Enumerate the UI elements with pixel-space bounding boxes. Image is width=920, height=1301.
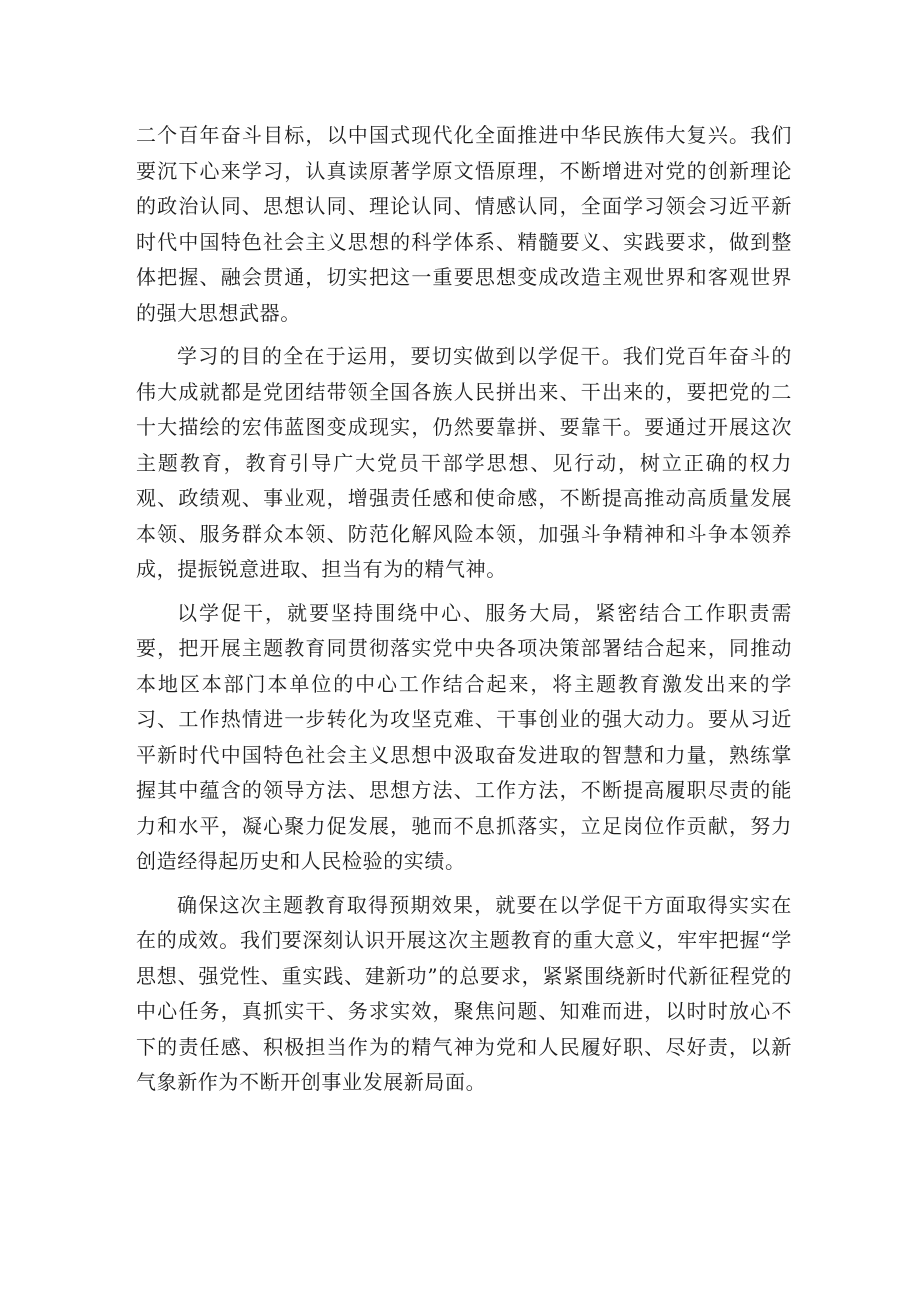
paragraph-learn-to-work: 以学促干，就要坚持围绕中心、服务大局，紧密结合工作职责需要，把开展主题教育同贯彻落实党中央各项决策部署结合起来，同推动本地区本部门本单位的中心工作结合起来，将主题教育激发出来的学习、工作热情进一步转化为攻坚克难、干事创业的强大动力。要从习近平新时代中国特色社会主义思想中汲取奋发进取的智慧和力量，熟练掌握其中蕴含的领导方法、思想方法、工作方法，不断提高履职尽责的能力和水平，凝心聚力促发展，驰而不息抓落实，立足岗位作贡献，努力创造经得起历史和人民检验的实绩。	[136, 600, 792, 873]
paragraph-study-purpose: 学习的目的全在于运用，要切实做到以学促干。我们党百年奋斗的伟大成就都是党团结带领全国各族人民拼出来、干出来的，要把党的二十大描绘的宏伟蓝图变成现实，仍然要靠拼、要靠干。要通过开展这次主题教育，教育引导广大党员干部学思想、见行动，树立正确的权力观、政绩观、事业观，增强责任感和使命感，不断提高推动高质量发展本领、服务群众本领、防范化解风险本领，加强斗争精神和斗争本领养成，提振锐意进取、担当有为的精气神。	[136, 344, 792, 581]
paragraph-continuation: 二个百年奋斗目标，以中国式现代化全面推进中华民族伟大复兴。我们要沉下心来学习，认真读原著学原文悟原理，不断增进对党的创新理论的政治认同、思想认同、理论认同、情感认同，全面学习领会习近平新时代中国特色社会主义思想的科学体系、精髓要义、实践要求，做到整体把握、融会贯通，切实把这一重要思想变成改造主观世界和客观世界的强大思想武器。	[136, 123, 792, 325]
document-body	[136, 118, 792, 1109]
paragraph-expected-results: 确保这次主题教育取得预期效果，就要在以学促干方面取得实实在在的成效。我们要深刻认识开展这次主题教育的重大意义，牢牢把握“学思想、强党性、重实践、建新功”的总要求，紧紧围绕新时代新征程党的中心任务，真抓实干、务求实效，聚焦问题、知难而进，以时时放心不下的责任感、积极担当作为的精气神为党和人民履好职、尽好责，以新气象新作为不断开创事业发展新局面。	[136, 892, 792, 1094]
